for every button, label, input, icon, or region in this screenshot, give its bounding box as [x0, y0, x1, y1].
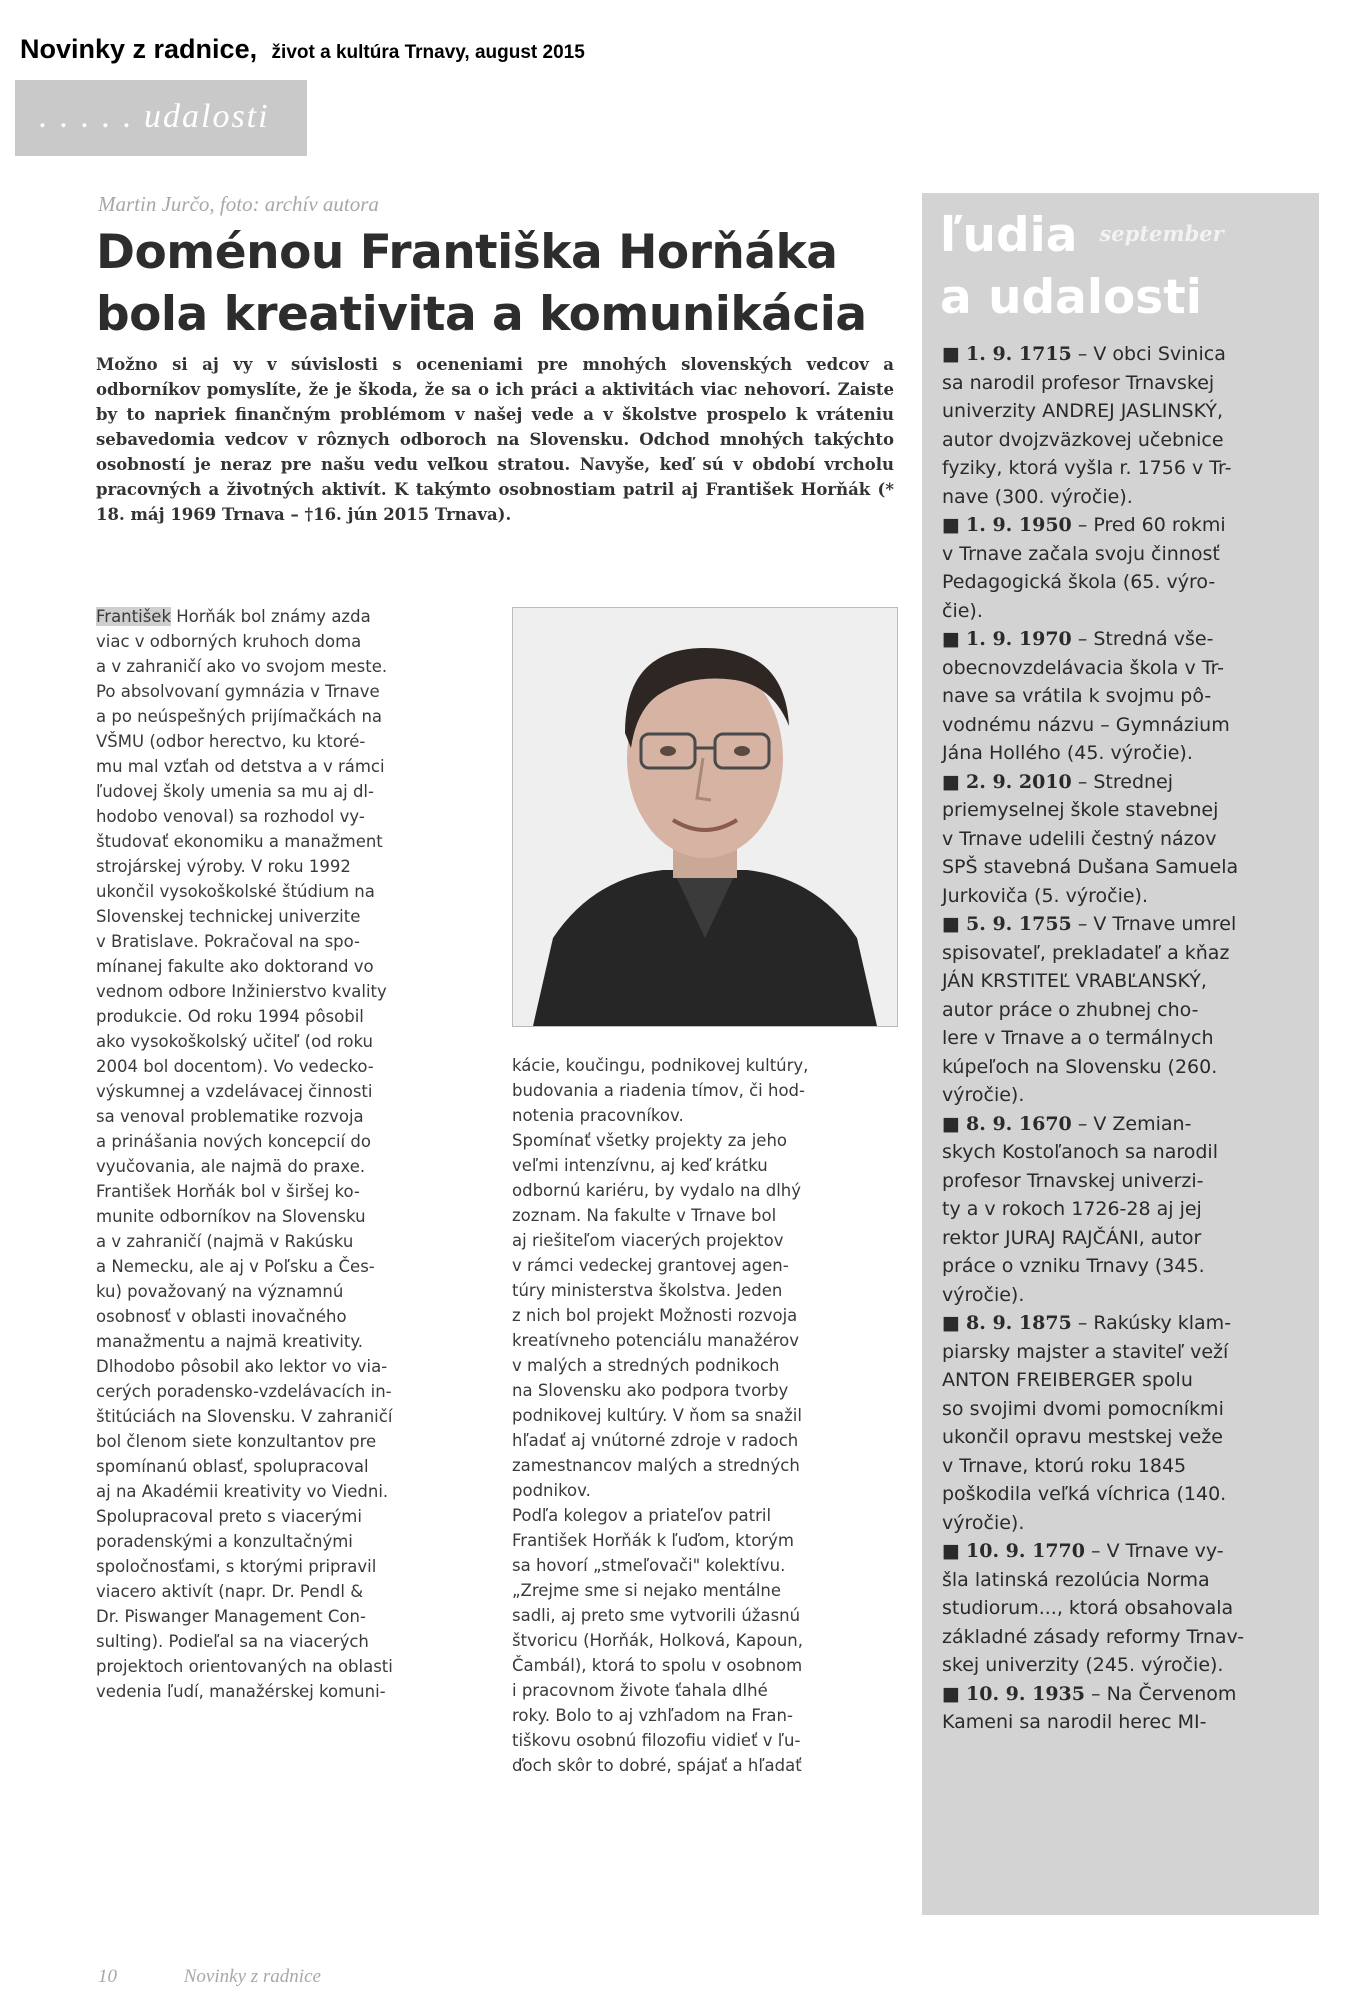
sidebar-entry: ■ 2. 9. 2010 – Strednej priemyselnej škole stavebnej v Trnave udelili čestný názov SPŠ stavebná Dušana Samuela Jurkoviča (5. výročie). [942, 770, 1239, 907]
page-footer [98, 1966, 321, 1988]
entry-date: 2. 9. 2010 [966, 770, 1072, 793]
footer-publication: Novinky z radnice [183, 1966, 321, 1987]
section-label-box [15, 80, 307, 156]
article-body-column-2: kácie, koučingu, podnikovej kultúry, budovania a riadenia tímov, či hod- notenia pracovníkov. Spomínať všetky projekty za jeho veľmi intenzívnu, aj keď krátku odbornú kariéru, by vydalo na dlhý zoznam. Na fakulte v Trnave bol aj riešiteľom viacerých projektov v rámci vedeckej grantovej agen- túry ministerstva školstva. Jeden z nich bol projekt Možnosti rozvoja kreatívneho potenciálu manažérov v malých a stredných podnikoch na Slovensku ako podpora tvorby podnikovej kultúry. V ňom sa snažil hľadať aj vnútorné zdroje v radoch zamestnancov malých a stredných podnikov. Podľa kolegov a priateľov patril František Horňák k ľuďom, ktorým sa hovorí „stmeľovači" kolektívu. „Zrejme sme si nejako mentálne sadli, aj preto sme vytvorili úžasnú štvoricu (Horňák, Holková, Kapoun, Čambál), ktorá to spolu v osobnom i pracovnom živote ťahala dlhé roky. Bolo to aj vzhľadom na Fran- tiškovu osobnú filozofiu vidieť v ľu- ďoch skôr to dobré, spájať a hľadať [512, 1056, 809, 1775]
article-headline [96, 222, 916, 346]
sidebar-entry: ■ 8. 9. 1875 – Rakúsky klam- piarsky majster a staviteľ veží ANTON FREIBERGER spolu so svojimi dvomi pomocníkmi ukončil opravu mestskej veže v Trnave, ktorú roku 1845 poškodila veľká víchrica (140. výročie). [942, 1312, 1232, 1534]
drop-word: František [96, 607, 171, 626]
sidebar-entry: ■ 10. 9. 1935 – Na Červenom Kameni sa narodil herec MI- [942, 1682, 1237, 1733]
article-body-column-1 [96, 604, 486, 1704]
page-number: 10 [98, 1966, 117, 1987]
sidebar-title-line-2: a udalosti [940, 270, 1202, 325]
sidebar-month: september [1099, 221, 1224, 246]
entry-date: 10. 9. 1935 [966, 1682, 1086, 1705]
column-1-text: Horňák bol známy azda viac v odborných kruhoch doma a v zahraničí ako vo svojom meste. Po absolvovaní gymnázia v Trnave a po neúspešných prijímačkách na VŠMU (odbor herectvo, ku ktoré- mu mal vzťah od detstva a v rámci ľudovej školy umenia sa mu aj dl- hodobo venoval) sa rozhodol vy- študovať ekonomiku a manažment strojárskej výroby. V roku 1992 ukončil vysokoškolské štúdium na Slovenskej technickej univerzite v Bratislave. Pokračoval na spo- mínanej fakulte ako doktorand vo vednom odbore Inžinierstvo kvality produkcie. Od roku 1994 pôsobil ako vysokoškolský učiteľ (od roku 2004 bol docentom). Vo vedecko- výskumnej a vzdelávacej činnosti sa venoval problematike rozvoja a prinášania nových koncepcií do vyučovania, ale najmä do praxe. František Horňák bol v širšej ko- munite odborníkov na Slovensku a v zahraničí (najmä v Rakúsku a Nemecku, ale aj v Poľsku a Čes- ku) považovaný na významnú osobnosť v oblasti inovačného manažmentu a najmä kreativity. Dlhodobo pôsobil ako lektor vo via- cerých poradensko-vzdelávacích in- štitúciách na Slovensku. V zahraničí bol členom siete konzultantov pre spomínanú oblasť, spolupracoval aj na Akadémii kreativity vo Viedni. Spolupracoval preto s viacerými poradenskými a konzultačnými spoločnosťami, s ktorými pripravil viacero aktivít (napr. Dr. Pendl & Dr. Piswanger Management Con- sulting). Podieľal sa na viacerých projektoch orientovaných na oblasti vedenia ľudí, manažérskej komuni- [96, 607, 393, 1701]
article-lead: Možno si aj vy v súvislosti s oceneniami pre mnohých slovenských vedcov a odborníkov pomyslíte, že je škoda, že sa o ich práci a aktivitách viac nehovorí. Zaiste by to napriek finančným problémom v našej vede a v školstve prospelo k vráteniu sebavedomia vedcov v rôznych odboroch na Slovensku. Odchod mnohých takýchto osobností je neraz pre našu vedu veľkou stratou. Navyše, keď sú v období vrcholu pracovných a životných aktivít. K takýmto osobnostiam patril aj František Horňák (* 18. máj 1969 Trnava – †16. jún 2015 Trnava). [96, 355, 894, 524]
sidebar-title [940, 203, 1224, 329]
entry-date: 1. 9. 1970 [966, 628, 1072, 650]
entry-date: 8. 9. 1670 [966, 1112, 1072, 1135]
entry-text: – V obci Svinica sa narodil profesor Trnavskej univerzity ANDREJ JASLINSKÝ, autor dvojzväzkovej učebnice fyziky, ktorá vyšla r. 1756 v Tr- nave (300. výročie). [942, 343, 1232, 508]
sidebar-entry: ■ 10. 9. 1770 – V Trnave vy- šla latinská rezolúcia Norma studiorum..., ktorá obsahovala základné zásady reformy Trnav- skej univerzity (245. výročie). [942, 1540, 1245, 1676]
byline: Martin Jurčo, foto: archív autora [98, 192, 379, 216]
entry-date: 10. 9. 1770 [966, 1540, 1086, 1562]
sidebar-entry: ■ 1. 9. 1970 – Stredná vše- obecnovzdelávacia škola v Tr- nave sa vrátila k svojmu pô- vodnému názvu – Gymnázium Jána Hollého (45. výročie). [942, 628, 1230, 764]
sidebar-entry: ■ 5. 9. 1755 – V Trnave umrel spisovateľ, prekladateľ a kňaz JÁN KRSTITEĽ VRABĽANSKÝ, autor práce o zhubnej cho- lere v Trnave a o termálnych kúpeľoch na Slovensku (260. výročie). [942, 913, 1237, 1106]
entry-text: – Na Červenom Kameni sa narodil herec MI- [942, 1682, 1237, 1733]
sidebar-entry: ■ 1. 9. 1950 – Pred 60 rokmi v Trnave začala svoju činnosť Pedagogická škola (65. výro- čie). [942, 514, 1226, 622]
portrait-photo [512, 607, 898, 1027]
headline-line-2: bola kreativita a komunikácia [96, 287, 867, 342]
headline-line-1: Doménou Františka Horňáka [96, 225, 838, 280]
entry-text: – Stredná vše- obecnovzdelávacia škola v Tr- nave sa vrátila k svojmu pô- vodnému názvu – Gymnázium Jána Hollého (45. výročie). [942, 628, 1230, 764]
publication-name: Novinky z radnice, [20, 34, 258, 64]
sidebar-entry: ■ 8. 9. 1670 – V Zemian- skych Kostoľanoch sa narodil profesor Trnavskej univerzi- ty a v rokoch 1726-28 aj jej rektor JURAJ RAJČÁNI, autor práce o vzniku Trnavy (345. výročie). [942, 1112, 1218, 1306]
entry-text: – V Zemian- skych Kostoľanoch sa narodil profesor Trnavskej univerzi- ty a v rokoch 1726-28 aj jej rektor JURAJ RAJČÁNI, autor práce o vzniku Trnavy (345. výročie). [942, 1112, 1218, 1306]
running-head [20, 34, 585, 65]
sidebar-entries [942, 340, 1314, 1737]
entry-date: 5. 9. 1755 [966, 913, 1072, 935]
entry-text: – Strednej priemyselnej škole stavebnej v Trnave udelili čestný názov SPŠ stavebná Dušana Samuela Jurkoviča (5. výročie). [942, 770, 1239, 907]
entry-text: – Pred 60 rokmi v Trnave začala svoju činnosť Pedagogická škola (65. výro- čie). [942, 514, 1226, 622]
portrait-illustration [513, 608, 897, 1026]
sidebar-title-line-1: ľudia [940, 208, 1078, 263]
entry-text: – V Trnave umrel spisovateľ, prekladateľ a kňaz JÁN KRSTITEĽ VRABĽANSKÝ, autor práce o zhubnej cho- lere v Trnave a o termálnych kúpeľoch na Slovensku (260. výročie). [942, 913, 1237, 1106]
entry-text: – V Trnave vy- šla latinská rezolúcia Norma studiorum..., ktorá obsahovala základné zásady reformy Trnav- skej univerzity (245. výročie). [942, 1540, 1245, 1676]
entry-date: 1. 9. 1715 [966, 343, 1072, 365]
entry-date: 1. 9. 1950 [966, 514, 1072, 536]
entry-text: – Rakúsky klam- piarsky majster a staviteľ veží ANTON FREIBERGER spolu so svojimi dvomi pomocníkmi ukončil opravu mestskej veže v Trnave, ktorú roku 1845 poškodila veľká víchrica (140. výročie). [942, 1312, 1232, 1534]
entry-date: 8. 9. 1875 [966, 1312, 1072, 1334]
section-label: . . . . . udalosti [39, 98, 270, 135]
events-sidebar [922, 193, 1319, 1915]
issue-info: život a kultúra Trnavy, august 2015 [271, 42, 585, 63]
sidebar-entry: ■ 1. 9. 1715 – V obci Svinica sa narodil profesor Trnavskej univerzity ANDREJ JASLINSKÝ, autor dvojzväzkovej učebnice fyziky, ktorá vyšla r. 1756 v Tr- nave (300. výročie). [942, 343, 1232, 508]
